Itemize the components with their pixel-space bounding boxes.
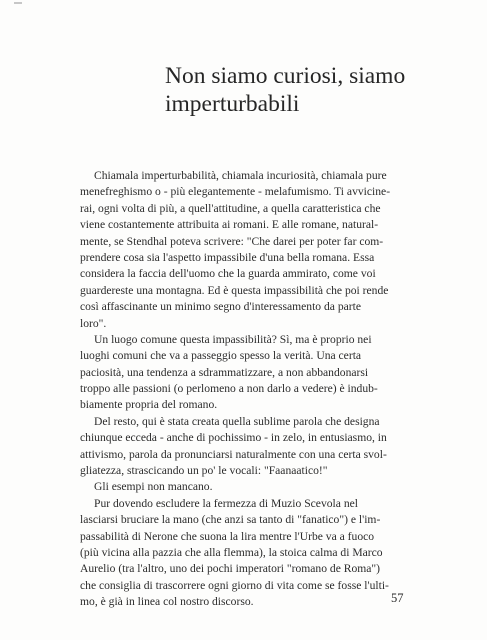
text-line: mo, è già in linea col nostro discorso. xyxy=(80,595,254,609)
paragraph xyxy=(80,332,418,414)
paragraph xyxy=(80,496,418,611)
text-line: attivismo, parola da pronunciarsi naturalmente con una certa svol- xyxy=(80,447,387,461)
scan-mark xyxy=(14,2,22,4)
page-number: 57 xyxy=(391,591,404,605)
paragraph xyxy=(80,479,418,495)
text-line: biamente propria del romano. xyxy=(80,398,218,412)
chapter-title-line: imperturbabili xyxy=(165,91,300,117)
text-line: (più vicina alla pazzia che alla flemma), la stoica calma di Marco xyxy=(80,545,383,559)
text-line: prendere cosa sia l'aspetto impassibile d'una bella romana. Essa xyxy=(80,250,375,264)
text-line: menefreghismo o - più elegantemente - melafumismo. Ti avvicine- xyxy=(80,185,391,199)
text-line: luoghi comuni che va a passeggio spesso la verità. Una certa xyxy=(80,349,362,363)
text-line: lasciarsi bruciare la mano (che anzi sa tanto di "fanatico") e l'im- xyxy=(80,513,381,527)
text-line: Un luogo comune questa impassibilità? Sì, ma è proprio nei xyxy=(94,332,372,346)
text-line: Aurelio (tra l'altro, uno dei pochi imperatori "romano de Roma") xyxy=(80,562,381,576)
text-line: Del resto, qui è stata creata quella sublime parola che designa xyxy=(94,414,380,428)
text-line: considera la faccia dell'uomo che la guarda ammirato, come voi xyxy=(80,267,376,281)
text-line: troppo alle passioni (o perlomeno a non darlo a vedere) è indub- xyxy=(80,382,378,396)
text-line: Pur dovendo escludere la fermezza di Muzio Scevola nel xyxy=(94,496,358,510)
text-line: gliatezza, strascicando un po' le vocali: "Faanaatico!" xyxy=(80,464,328,478)
text-line: chiunque ecceda - anche di pochissimo - in zelo, in entusiasmo, in xyxy=(80,431,387,445)
text-line: passabilità di Nerone che suona la lira mentre l'Urbe va a fuoco xyxy=(80,529,375,543)
chapter-title-line: Non siamo curiosi, siamo xyxy=(165,63,406,89)
text-line: Gli esempi non mancano. xyxy=(94,480,213,494)
text-line: guardereste una montagna. Ed è questa impassibilità che poi rende xyxy=(80,283,389,297)
text-line: paciosità, una tendenza a sdrammatizzare, a non abbandonarsi xyxy=(80,365,369,379)
chapter-title xyxy=(165,62,465,118)
paragraph xyxy=(80,168,418,332)
text-line: Chiamala imperturbabilità, chiamala incuriosità, chiamala pure xyxy=(94,169,387,182)
text-line: loro". xyxy=(80,316,107,330)
body-text xyxy=(80,168,418,611)
text-line: viene costantemente attribuita ai romani. E alle romane, natural- xyxy=(80,218,379,232)
text-line: mente, se Stendhal poteva scrivere: "Che darei per poter far com- xyxy=(80,234,384,248)
paragraph xyxy=(80,414,418,480)
text-line: così affascinante un minimo segno d'interessamento da parte xyxy=(80,300,362,314)
text-line: che consiglia di trascorrere ogni giorno di vita come se fosse l'ulti- xyxy=(80,578,389,592)
text-line: rai, ogni volta di più, a quell'attitudine, a quella caratteristica che xyxy=(80,201,381,215)
